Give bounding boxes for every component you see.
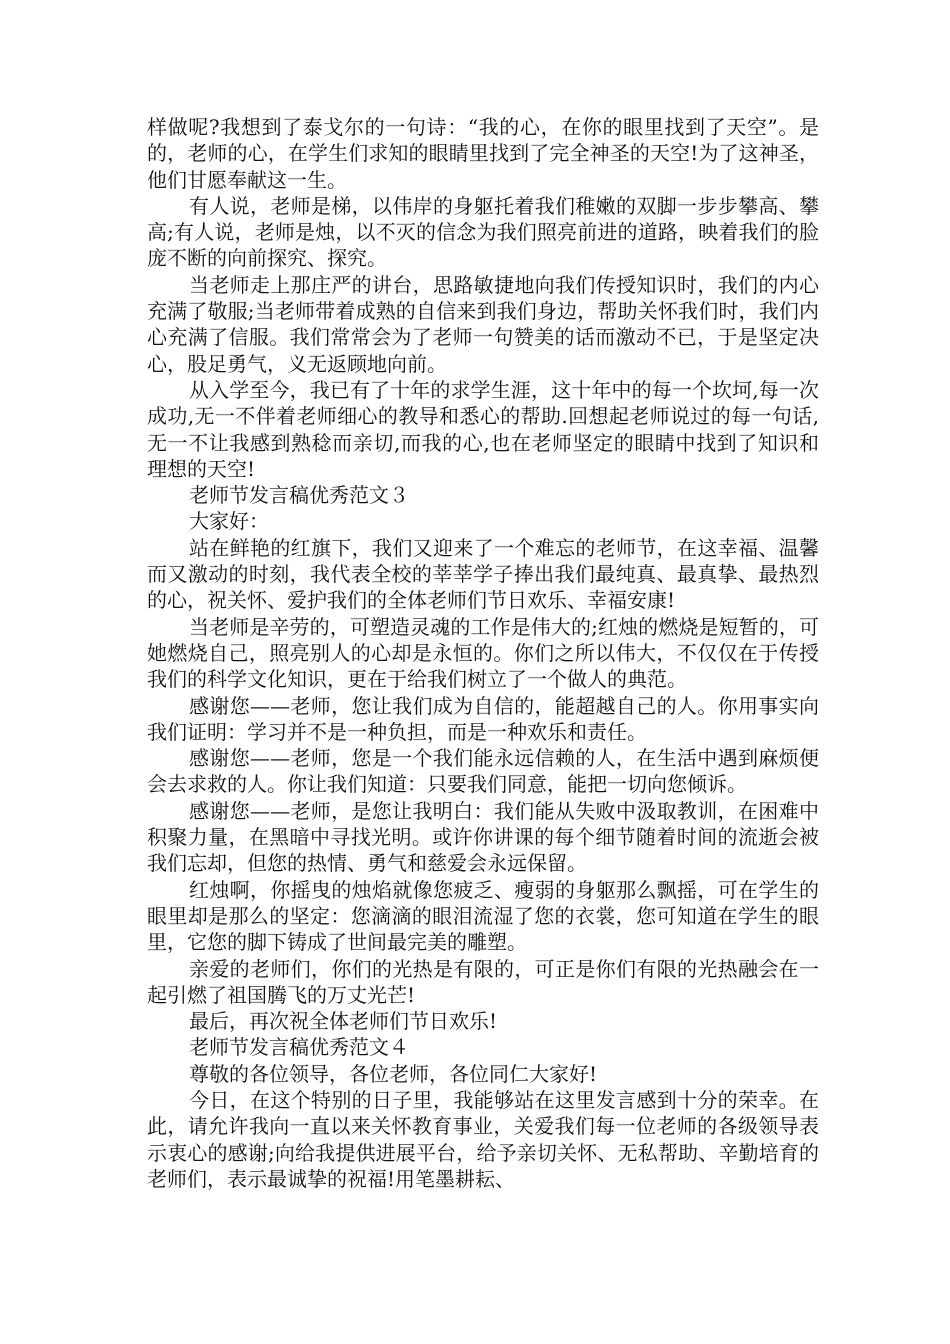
paragraph: 最后，再次祝全体老师们节日欢乐! (189, 1009, 498, 1034)
paragraph: 红烛啊，你摇曳的烛焰就像您疲乏、瘦弱的身躯那么飘摇，可在学生的眼里却是那么的坚定：您滴滴的眼泪流湿了您的衣裳，您可知道在学生的眼里，它您的脚下铸成了世间最完美的雕塑。 (147, 877, 819, 955)
paragraph: 站在鲜艳的红旗下，我们又迎来了一个难忘的老师节，在这幸福、温馨而又激动的时刻，我代表全校的莘莘学子捧出我们最纯真、最真挚、最热烈的心，祝关怀、爱护我们的全体老师们节日欢乐、幸福安康! (147, 535, 819, 613)
paragraph: 感谢您——老师，您是一个我们能永远信赖的人，在生活中遇到麻烦便会去求救的人。你让我们知道：只要我们同意，能把一切向您倾诉。 (147, 746, 819, 797)
paragraph: 样做呢?我想到了泰戈尔的一句诗：“我的心，在你的眼里找到了天空”。是的，老师的心，在学生们求知的眼睛里找到了完全神圣的天空!为了这神圣，他们甘愿奉献这一生。 (147, 115, 819, 192)
salutation: 大家好： (189, 509, 269, 534)
paragraph: 感谢您——老师，是您让我明白：我们能从失败中汲取教训，在困难中积聚力量，在黑暗中寻找光明。或许你讲课的每个细节随着时间的流逝会被我们忘却，但您的热情、勇气和慈爱会永远保留。 (147, 798, 819, 876)
paragraph: 当老师走上那庄严的讲台，思路敏捷地向我们传授知识时，我们的内心充满了敬服;当老师带着成熟的自信来到我们身边，帮助关怀我们时，我们内心充满了信服。我们常常会为了老师一句赞美的话而激动不已，于是坚定决心，股足勇气，义无返顾地向前。 (147, 272, 819, 376)
paragraph: 今日，在这个特别的日子里，我能够站在这里发言感到十分的荣幸。在此，请允许我向一直以来关怀教育事业，关爱我们每一位老师的各级领导表示衷心的感谢;向给我提供进展平台，给予亲切关怀、无私帮助、辛勤培育的老师们，表示最诚挚的祝福!用笔墨耕耘、 (147, 1087, 819, 1191)
document-page (147, 114, 819, 1192)
paragraph: 有人说，老师是梯，以伟岸的身躯托着我们稚嫩的双脚一步步攀高、攀高;有人说，老师是烛，以不灭的信念为我们照亮前进的道路，映着我们的脸庞不断的向前探究、探究。 (147, 193, 819, 271)
paragraph: 从入学至今，我已有了十年的求学生涯，这十年中的每一个坎坷,每一次成功,无一不伴着老师细心的教导和悉心的帮助.回想起老师说过的每一句话,无一不让我感到熟稔而亲切,而我的心,也在老师坚定的眼睛中找到了知识和理想的天空! (147, 377, 819, 481)
paragraph: 感谢您——老师，您让我们成为自信的，能超越自己的人。你用事实向我们证明：学习并不是一种负担，而是一种欢乐和责任。 (147, 693, 819, 744)
paragraph: 当老师是辛劳的，可塑造灵魂的工作是伟大的;红烛的燃烧是短暂的，可她燃烧自己，照亮别人的心却是永恒的。你们之所以伟大，不仅仅在于传授我们的科学文化知识，更在于给我们树立了一个做人的典范。 (147, 614, 819, 692)
paragraph: 亲爱的老师们，你们的光热是有限的，可正是你们有限的光热融会在一起引燃了祖国腾飞的万丈光芒! (147, 956, 819, 1007)
section-heading: 老师节发言稿优秀范文４ (189, 1035, 409, 1060)
section-heading: 老师节发言稿优秀范文３ (189, 483, 409, 508)
salutation: 尊敬的各位领导，各位老师，各位同仁大家好! (189, 1061, 598, 1086)
